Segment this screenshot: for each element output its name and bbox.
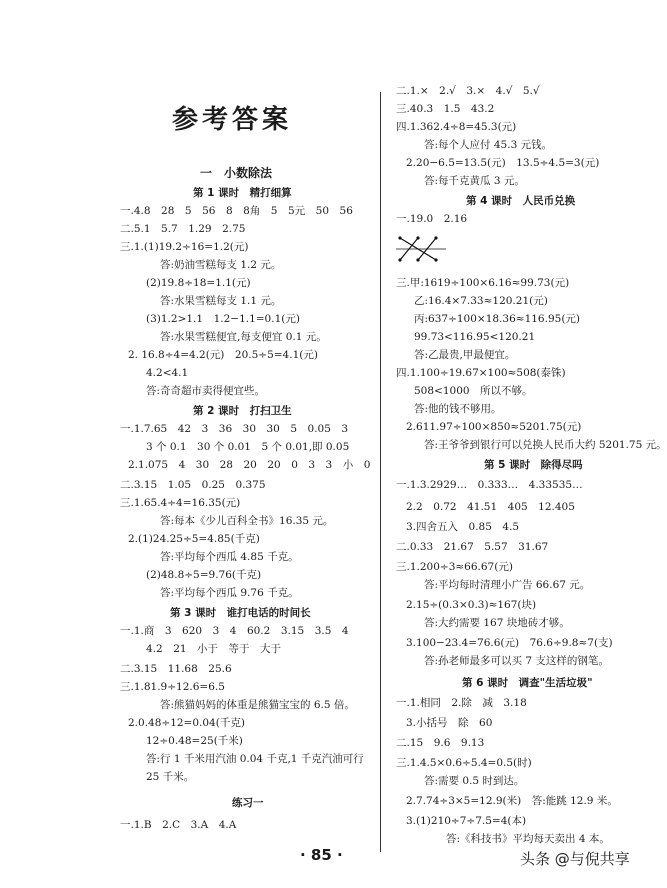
answer-line: 99.73<116.95<120.21 xyxy=(414,331,536,343)
matching-lines-diagram xyxy=(396,232,456,266)
answer-line: 一.4.8 28 5 56 8 8角 5 5元 50 56 xyxy=(120,205,353,217)
answer-line: 答:水果雪糕便宜,每支便宜 0.1 元。 xyxy=(160,331,327,343)
answer-line: 2.7.74÷3×5=12.9(米) 答:能跳 12.9 米。 xyxy=(406,795,618,807)
answer-line: 3.四舍五入 0.85 4.5 xyxy=(406,521,520,533)
answer-line: 3.100−23.4=76.6(元) 76.6÷9.8≈7(支) xyxy=(406,637,613,649)
answer-line: (2)48.8÷5=9.76(千克) xyxy=(146,569,262,581)
answer-line: 三.40.3 1.5 43.2 xyxy=(396,103,495,115)
answer-line: 四.1.362.4÷8=45.3(元) xyxy=(396,121,517,133)
answer-line: 3 个 0.1 30 个 0.01 5 个 0.01,即 0.05 xyxy=(146,441,350,453)
answer-line: 508<1000 所以不够。 xyxy=(414,385,533,397)
lesson-heading: 第 1 课时 精打细算 xyxy=(193,187,292,199)
answer-line: 三.甲:1619÷100×6.16≈99.73(元) xyxy=(396,277,570,289)
answer-line: 答:需要 0.5 时到达。 xyxy=(424,775,525,787)
answer-line: 25 千米。 xyxy=(146,771,195,783)
answer-line: 三.1.4.5×0.6÷5.4=0.5(时) xyxy=(396,757,532,769)
answer-line: 答:孙老师最多可以买 7 支这样的钢笔。 xyxy=(424,655,609,667)
answer-line: 一.1.3.2929… 0.333… 4.33535… xyxy=(396,479,583,491)
lesson-heading: 练习一 xyxy=(232,797,264,809)
answer-line: 2.0.48÷12=0.04(千克) xyxy=(128,717,245,729)
answer-line: 二.3.15 11.68 25.6 xyxy=(120,663,232,675)
answer-line: 答:平均每个西瓜 4.85 千克。 xyxy=(160,551,299,563)
answer-line: (2)19.8÷18=1.1(元) xyxy=(146,277,251,289)
watermark: 头条 @与倪共享 xyxy=(520,850,630,868)
answer-line: 一.1.7.65 42 3 36 30 30 5 0.05 3 xyxy=(120,423,349,435)
answer-line: (3)1.2>1.1 1.2−1.1=0.1(元) xyxy=(146,313,300,325)
answer-line: 2.15÷(0.3×0.3)≈167(块) xyxy=(406,599,537,611)
answer-line: 2.2 0.72 41.51 405 12.405 xyxy=(406,501,575,513)
answer-line: 答:乙最贵,甲最便宜。 xyxy=(414,349,516,361)
lesson-heading: 第 6 课时 调查"生活垃圾" xyxy=(462,677,593,689)
column-divider xyxy=(380,92,381,852)
answer-line: 12÷0.48=25(千米) xyxy=(146,735,243,747)
answer-line: 3.(1)210÷7÷7.5=4(本) xyxy=(406,815,527,827)
answer-line: 2. 16.8÷4=4.2(元) 20.5÷5=4.1(元) xyxy=(128,349,318,361)
answer-line: 3.小括号 除 60 xyxy=(406,717,493,729)
lesson-heading: 第 5 课时 除得尽吗 xyxy=(484,459,583,471)
answer-line: 二.3.15 1.05 0.25 0.375 xyxy=(120,479,266,491)
lesson-heading: 第 3 课时 谁打电话的时间长 xyxy=(170,607,311,619)
answer-line: 二.5.1 5.7 1.29 2.75 xyxy=(120,223,246,235)
answer-line: 2.1.075 4 30 28 20 20 0 3 3 小 0 xyxy=(128,459,371,471)
lesson-heading: 第 2 课时 打扫卫生 xyxy=(193,405,292,417)
answer-line: 答:熊猫妈妈的体重是熊猫宝宝的 6.5 倍。 xyxy=(160,699,355,711)
answer-line: 一.1.相同 2.除 减 3.18 xyxy=(396,697,527,709)
page-number: · 85 · xyxy=(300,846,343,864)
lesson-heading: 第 4 课时 人民币兑换 xyxy=(466,195,576,207)
answer-line: 四.1.100÷19.67×100≈508(泰铢) xyxy=(396,367,566,379)
answer-line: 一.1.B 2.C 3.A 4.A xyxy=(120,819,237,831)
answer-line: 答:奇奇超市卖得便宜些。 xyxy=(146,385,266,397)
answer-line: 答:行 1 千米用汽油 0.04 千克,1 千克汽油可行 xyxy=(146,753,364,765)
answer-line: 答:每个人应付 45.3 元钱。 xyxy=(424,139,553,151)
answer-line: 三.1.81.9÷12.6=6.5 xyxy=(120,681,225,693)
answer-line: 答:他的钱不够用。 xyxy=(414,403,502,415)
answer-line: 答:平均每个西瓜 9.76 千克。 xyxy=(160,587,299,599)
answer-line: 答:奶油雪糕每支 1.2 元。 xyxy=(160,259,282,271)
answer-line: 4.2<4.1 xyxy=(146,367,189,379)
answer-line: 二.15 9.6 9.13 xyxy=(396,737,485,749)
answer-line: 2.(1)24.25÷5=4.85(千克) xyxy=(128,533,260,545)
chapter-heading: 一 小数除法 xyxy=(200,166,273,180)
answer-line: 一.1.商 3 620 3 4 60.2 3.15 3.5 4 xyxy=(120,625,349,637)
answer-line: 三.1.(1)19.2÷16=1.2(元) xyxy=(120,241,249,253)
answer-line: 二.1.× 2.√ 3.× 4.√ 5.√ xyxy=(396,85,540,97)
answer-line: 答:每千克黄瓜 3 元。 xyxy=(424,175,525,187)
answer-line: 二.0.33 21.67 5.57 31.67 xyxy=(396,541,549,553)
answer-line: 答:平均每时清理小广告 66.67 元。 xyxy=(424,579,591,591)
answer-line: 答:水果雪糕每支 1.1 元。 xyxy=(160,295,282,307)
answer-line: 2.611.97÷100×850≈5201.75(元) xyxy=(406,421,582,433)
page-title: 参考答案 xyxy=(172,105,293,135)
answer-line: 答:《科技书》平均每天卖出 4 本。 xyxy=(446,833,610,845)
answer-line: 三.1.65.4÷4=16.35(元) xyxy=(120,497,241,509)
answer-line: 丙:637÷100×18.36≈116.95(元) xyxy=(414,313,581,325)
answer-line: 4.2 21 小于 等于 大于 xyxy=(146,643,282,655)
answer-line: 答:王爷爷到银行可以兑换人民币大约 5201.75 元。 xyxy=(424,439,667,451)
answer-line: 一.19.0 2.16 xyxy=(396,213,468,225)
answer-line: 答:每本《少儿百科全书》16.35 元。 xyxy=(160,515,334,527)
answer-line: 三.1.200÷3≈66.67(元) xyxy=(396,561,513,573)
answer-line: 2.20−6.5=13.5(元) 13.5÷4.5=3(元) xyxy=(406,157,600,169)
answer-line: 乙:16.4×7.33≈120.21(元) xyxy=(414,295,548,307)
answer-line: 答:大约需要 167 块地砖才够。 xyxy=(424,617,570,629)
